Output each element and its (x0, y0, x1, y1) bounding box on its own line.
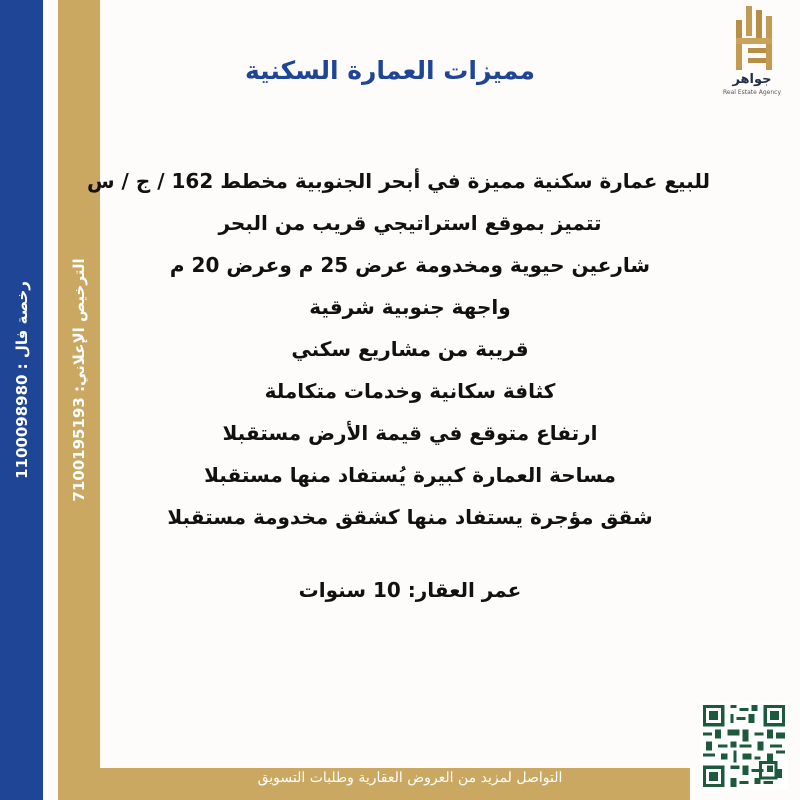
feature-line: تتميز بموقع استراتيجي قريب من البحر (218, 211, 602, 235)
fal-license-text: رخصة فال : 1100098980 (13, 281, 31, 479)
footer-contact-text: التواصل لمزيد من العروض العقارية وطلبات التسويق (257, 770, 563, 786)
company-logo (712, 4, 792, 96)
feature-line: واجهة جنوبية شرقية (309, 295, 511, 319)
page-title: مميزات العمارة السكنية (245, 56, 535, 85)
ad-license-text: الترخيص الإعلاني: 7100195193 (70, 258, 88, 502)
property-age: عمر العقار: 10 سنوات (298, 578, 522, 602)
qr-code-icon (700, 702, 788, 790)
feature-line: شقق مؤجرة يستفاد منها كشقق مخدومة مستقبلا (167, 505, 653, 529)
feature-line: شارعين حيوية ومخدومة عرض 25 م وعرض 20 م (169, 253, 651, 277)
feature-line: قريبة من مشاريع سكني (291, 337, 529, 361)
logo-subtitle: Real Estate Agency (723, 89, 781, 96)
qr-code[interactable] (700, 702, 788, 790)
feature-line: للبيع عمارة سكنية مميزة في أبحر الجنوبية مخطط 162 / ج / س (87, 169, 710, 193)
feature-line: مساحة العمارة كبيرة يُستفاد منها مستقبلا (204, 463, 616, 487)
feature-line: ارتفاع متوقع في قيمة الأرض مستقبلا (222, 421, 598, 445)
logo-name: جواهر (732, 72, 772, 87)
features-list (87, 160, 710, 538)
feature-line: كثافة سكانية وخدمات متكاملة (264, 379, 556, 403)
building-logo-icon (722, 4, 782, 74)
